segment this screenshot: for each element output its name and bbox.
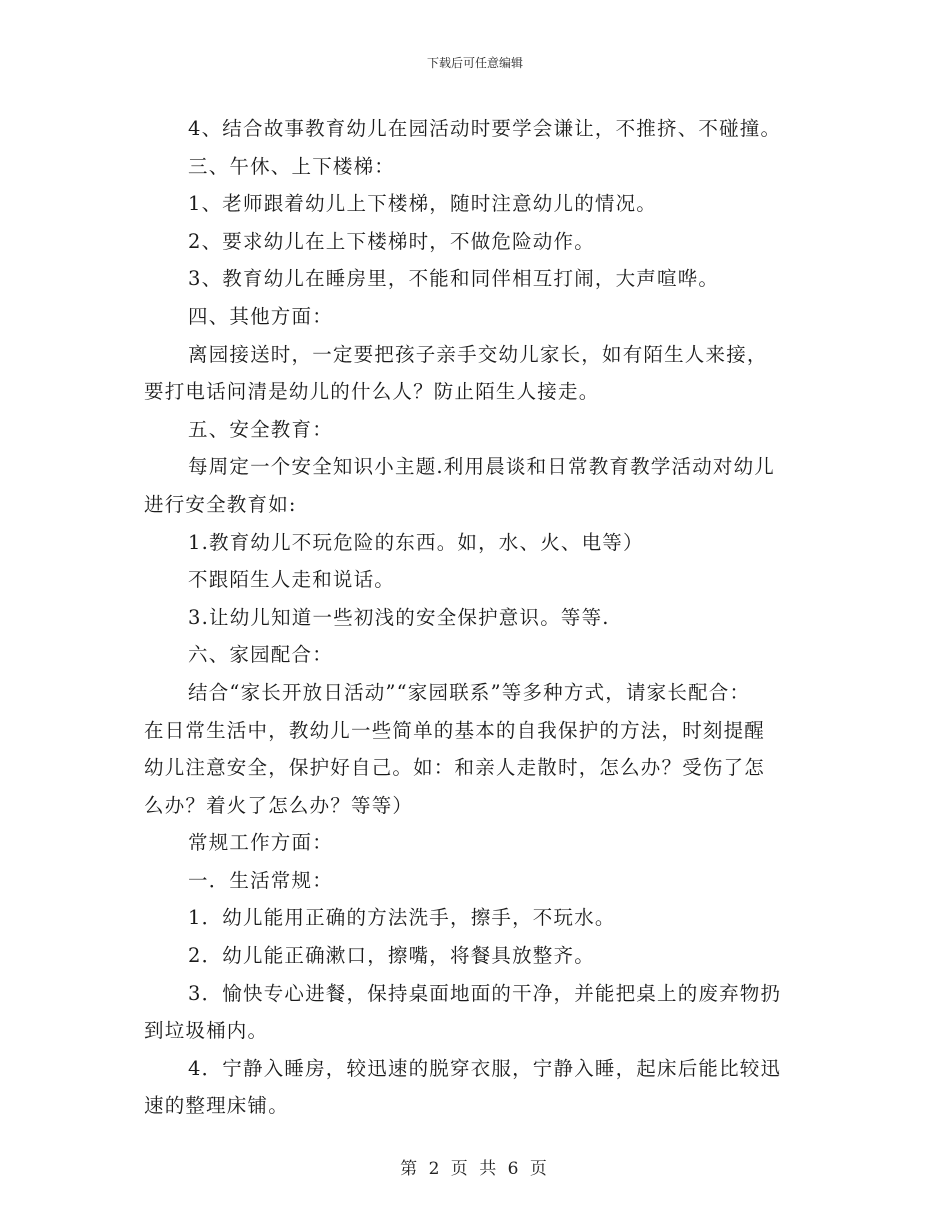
document-body xyxy=(144,110,814,1125)
text-line: 1、老师跟着幼儿上下楼梯，随时注意幼儿的情况。 xyxy=(188,192,658,216)
text-line: 结合“家长开放日活动”“家园联系”等多种方式，请家长配合： xyxy=(188,680,751,704)
text-line: 3、教育幼儿在睡房里，不能和同伴相互打闹，大声喧哗。 xyxy=(188,267,720,291)
text-line: 2、要求幼儿在上下楼梯时，不做危险动作。 xyxy=(188,229,595,253)
text-line: 幼儿注意安全，保护好自己。如：和亲人走散时，怎么办？受伤了怎 xyxy=(144,756,766,780)
text-line: 进行安全教育如: xyxy=(144,492,297,516)
text-line: 三、午休、上下楼梯： xyxy=(188,154,396,178)
text-line: 1．幼儿能用正确的方法洗手，擦手，不玩水。 xyxy=(188,906,616,930)
text-line: 到垃圾桶内。 xyxy=(144,1019,269,1043)
text-line: 常规工作方面： xyxy=(188,831,333,855)
text-line: 四、其他方面： xyxy=(188,304,333,328)
text-line: 要打电话问清是幼儿的什么人？防止陌生人接走。 xyxy=(144,380,600,404)
text-line: 一．生活常规： xyxy=(188,868,333,892)
text-line: 2．幼儿能正确漱口，擦嘴，将餐具放整齐。 xyxy=(188,944,595,968)
text-line: 3.让幼儿知道一些初浅的安全保护意识。等等. xyxy=(188,605,610,629)
text-line: 每周定一个安全知识小主题.利用晨谈和日常教育教学活动对幼儿 xyxy=(188,455,775,479)
text-line: 在日常生活中，教幼儿一些简单的基本的自我保护的方法，时刻提醒 xyxy=(144,718,766,742)
text-line: 六、家园配合： xyxy=(188,643,333,667)
text-line: 4．宁静入睡房，较迅速的脱穿衣服，宁静入睡，起床后能比较迅 xyxy=(188,1056,782,1080)
text-line: 4、结合故事教育幼儿在园活动时要学会谦让，不推挤、不碰撞。 xyxy=(188,117,782,140)
text-line: 3．愉快专心进餐，保持桌面地面的干净，并能把桌上的废弃物扔 xyxy=(188,981,782,1005)
text-line: 1.教育幼儿不玩危险的东西。如，水、火、电等） xyxy=(188,530,644,554)
text-line: 不跟陌生人走和说话。 xyxy=(188,568,396,592)
text-line: 离园接送时，一定要把孩子亲手交幼儿家长，如有陌生人来接， xyxy=(188,342,768,366)
text-line: 速的整理床铺。 xyxy=(144,1094,289,1118)
text-line: 么办？着火了怎么办？等等） xyxy=(144,793,414,817)
page-header: 下载后可任意编辑 xyxy=(426,56,523,70)
page-footer: 第 2 页 共 6 页 xyxy=(400,1159,550,1179)
text-line: 五、安全教育： xyxy=(188,417,333,441)
